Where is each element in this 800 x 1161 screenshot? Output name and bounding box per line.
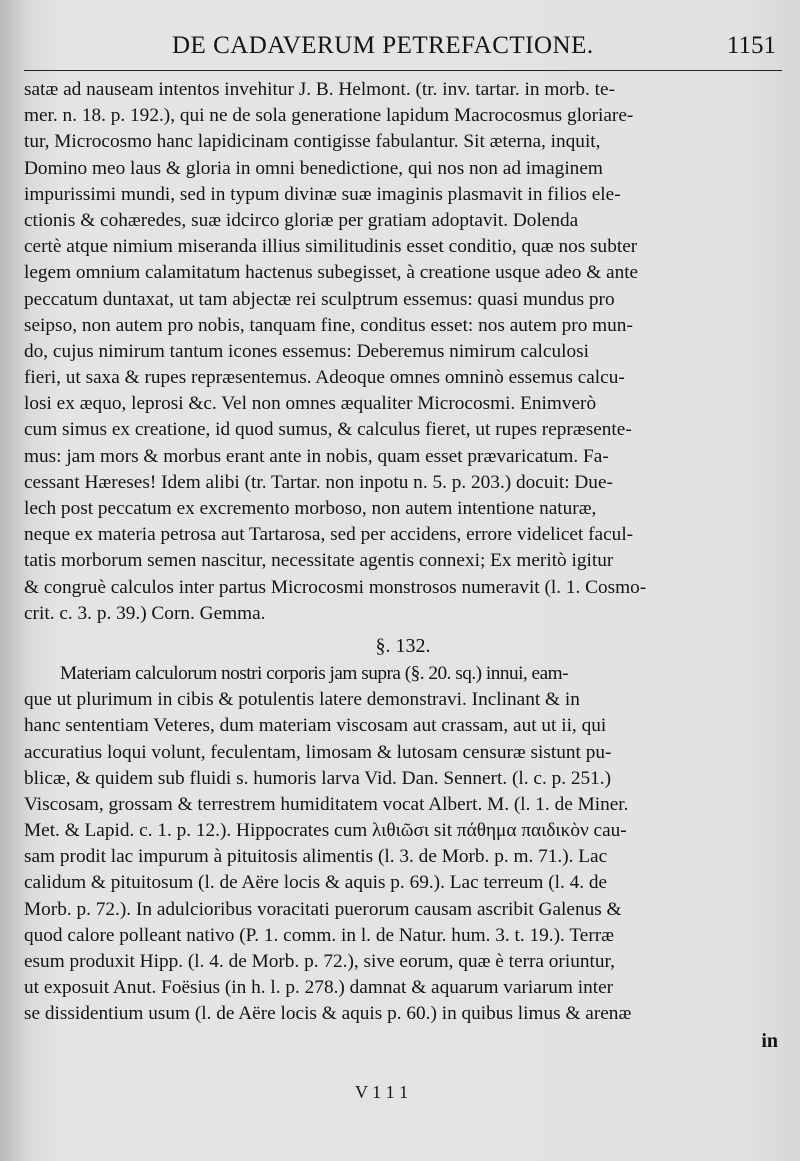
text-line: Met. & Lapid. c. 1. p. 12.). Hippocrates cum λιθιῶσι sit πάθημα παιδικὸν cau-: [24, 820, 627, 842]
text-line: se dissidentium usum (l. de Aëre locis & aquis p. 60.) in quibus limus & arenæ: [24, 1003, 632, 1025]
text-line: blicæ, & quidem sub fluidi s. humoris larva Vid. Dan. Sennert. (l. c. p. 251.): [24, 767, 612, 789]
text-line: que ut plurimum in cibis & potulentis latere demonstravi. Inclinant & in: [24, 689, 580, 711]
text-line: mus: jam mors & morbus erant ante in nobis, quam esset prævaricatum. Fa-: [24, 445, 609, 467]
page-number: 1151: [726, 32, 776, 59]
paragraph-2: [24, 661, 782, 1028]
text-line: satæ ad nauseam intentos invehitur J. B. Helmont. (tr. inv. tartar. in morb. te-: [24, 79, 616, 100]
running-title: DE CADAVERUM PETREFACTIONE.: [172, 32, 594, 59]
text-line: tur, Microcosmo hanc lapidicinam contigisse fabulantur. Sit æterna, inquit,: [24, 131, 601, 153]
page-header: [24, 26, 782, 71]
text-line: tatis morborum semen nascitur, necessitate agentis connexi; Ex meritò igitur: [24, 550, 614, 572]
text-line: Morb. p. 72.). In adulcioribus voracitati puerorum causam ascribit Galenus &: [24, 898, 622, 920]
text-line: hanc sententiam Veteres, dum materiam viscosam aut crassam, aut ut ii, qui: [24, 715, 607, 737]
text-line: fieri, ut saxa & rupes repræsentemus. Adeoque omnes omninò essemus calcu-: [24, 367, 625, 389]
text-line: cessant Hæreses! Idem alibi (tr. Tartar. non inpotu n. 5. p. 203.) docuit: Due-: [24, 471, 613, 493]
text-line: losi ex æquo, leprosi &c. Vel non omnes æqualiter Microcosmi. Enimverò: [24, 393, 597, 415]
text-line: ctionis & cohæredes, suæ idcirco gloriæ per gratiam adoptavit. Dolenda: [24, 209, 579, 231]
text-line: crit. c. 3. p. 39.) Corn. Gemma.: [24, 602, 266, 624]
text-line: seipso, non autem pro nobis, tanquam fine, conditus esset: nos autem pro mun-: [24, 314, 633, 336]
text-line: legem omnium calamitatum hactenus subegisset, à creatione usque adeo & ante: [24, 262, 639, 284]
section-heading: §. 132.: [375, 634, 431, 657]
text-line: Domino meo laus & gloria in omni benedictione, qui nos non ad imaginem: [24, 157, 603, 179]
text-line: & congruè calculos inter partus Microcosmi monstrosos numeravit (l. 1. Cosmo-: [24, 576, 647, 598]
catchword: in: [761, 1029, 778, 1052]
text-line: certè atque nimium miseranda illius similitudinis esset conditio, quæ nos subter: [24, 236, 638, 258]
text-line: Viscosam, grossam & terrestrem humiditatem vocat Albert. M. (l. 1. de Miner.: [24, 793, 629, 815]
paragraph-1: [24, 77, 782, 627]
text-line: neque ex materia petrosa aut Tartarosa, sed per accidens, errore videlicet facul-: [24, 524, 634, 546]
text-line: esum produxit Hipp. (l. 4. de Morb. p. 72.), sive eorum, quæ è terra oriuntur,: [24, 951, 615, 972]
text-line: impurissimi mundi, sed in typum divinæ suæ imaginis plasmavit in filios ele-: [24, 183, 621, 205]
text-line: calidum & pituitosum (l. de Aëre locis & aquis p. 69.). Lac terreum (l. 4. de: [24, 872, 608, 894]
text-line: Materiam calculorum nostri corporis jam supra (§. 20. sq.) innui, eam-: [60, 662, 569, 684]
text-line: mer. n. 18. p. 192.), qui ne de sola generatione lapidum Macrocosmus gloriare-: [24, 105, 634, 127]
text-line: accuratius loqui volunt, feculentam, limosam & lutosam censuræ sistunt pu-: [24, 741, 612, 763]
text-line: do, cujus nimirum tantum icones essemus: Deberemus nimirum calculosi: [24, 340, 589, 362]
text-line: quod calore polleant nativo (P. 1. comm. in l. de Natur. hum. 3. t. 19.). Terræ: [24, 924, 615, 946]
text-line: peccatum duntaxat, ut tam abjectæ rei sculptrum essemus: quasi mundus pro: [24, 288, 615, 310]
body-text: [24, 77, 782, 1054]
text-line: ut exposuit Anut. Foësius (in h. l. p. 278.) damnat & aquarum variarum inter: [24, 977, 614, 999]
text-line: cum simus ex creatione, id quod sumus, & calculus fieret, ut rupes repræsente-: [24, 419, 632, 441]
signature-mark: V 1 1 1: [355, 1082, 409, 1102]
text-line: sam prodit lac impurum à pituitosis alimentis (l. 3. de Morb. p. m. 71.). Lac: [24, 846, 608, 868]
text-line: lech post peccatum ex excremento morboso, non autem intentione naturæ,: [24, 498, 597, 519]
